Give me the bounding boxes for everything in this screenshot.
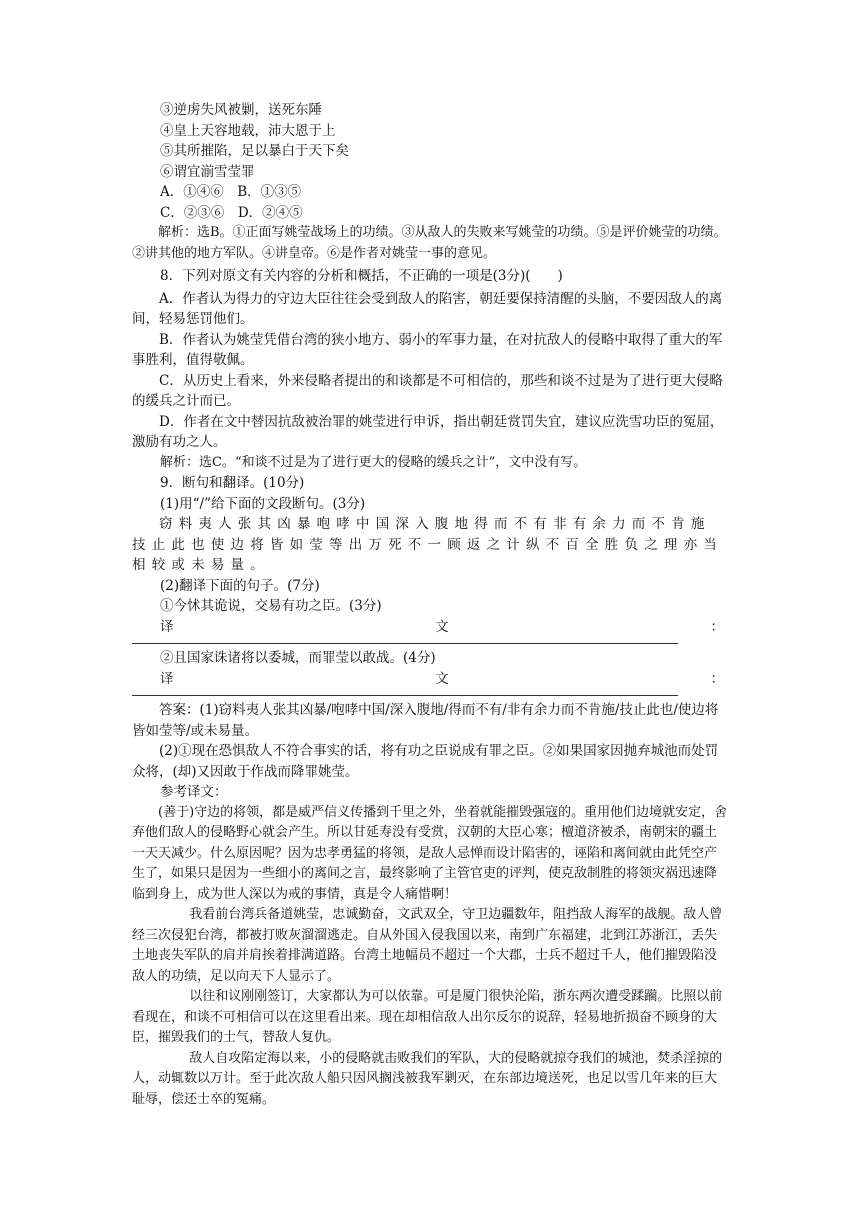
translation-label-left: 译 xyxy=(160,670,174,687)
q9-part2: (2)翻译下面的句子。(7分) xyxy=(160,577,320,594)
option-4: ④皇上天容地载，沛大恩于上 xyxy=(160,122,336,139)
q9-sentence-2: ②且国家诛诸将以委城，而罪莹以敢战。(4分) xyxy=(160,650,436,666)
translation-label-mid: 文 xyxy=(435,670,449,687)
choices-row-1: A．①④⑥ B．①③⑤ xyxy=(160,184,302,200)
translation-label-right: ： xyxy=(710,618,724,635)
translation-label-row-2 xyxy=(132,669,728,690)
q8-option-d: D．作者在文中替因抗敌被治罪的姚莹进行申诉，指出朝廷赏罚失宜，建议应洗雪功臣的冤屈，激励有功之人。 xyxy=(132,413,724,450)
answer-line-1[interactable] xyxy=(132,643,678,644)
reference-para-2: 我看前台湾兵备道姚莹，忠诚勤奋，文武双全，守卫边疆数年，阻挡敌人海军的战舰。敌人曾经三次侵犯台湾，都被打败灰溜溜逃走。自从外国入侵我国以来，南到广东福建，北到江苏浙江，丢失土地丧失军队的肩并肩挨着排满道路。台湾土地幅员不超过一个大郡，士兵不超过千人，他们摧毁陷没敌人的功绩，足以向天下人显示了。 xyxy=(132,907,723,984)
q8-option-b: B．作者认为姚莹凭借台湾的狭小地方、弱小的军事力量，在对抗敌人的侵略中取得了重大的军事胜利，值得敬佩。 xyxy=(132,331,723,368)
answer-line-2[interactable] xyxy=(132,695,678,696)
translation-label-left: 译 xyxy=(160,618,174,635)
answer-1: 答案：(1)窃料夷人张其凶暴/咆哮中国/深入腹地/得而不有/非有余力而不肯施/技止此也/使边将皆如莹等/或未易量。 xyxy=(132,702,719,739)
q8-analysis: 解析：选C。“和谈不过是为了进行更大的侵略的缓兵之计”，文中没有写。 xyxy=(160,454,587,470)
reference-para-1: (善于)守边的将领，都是威严信义传播到千里之外，坐着就能摧毁强寇的。重用他们边境就安定，舍弃他们敌人的侵略野心就会产生。所以甘延寿没有受赏，汉朝的大臣心寒；檀道济被杀，南朝宋的疆土一天天减少。什么原因呢？因为忠孝勇猛的将领，是敌人忌惮而设计陷害的，诬陷和离间就由此凭空产生了，如果只是因为一些细小的离间之言，最终影响了主管官吏的评判，使克敌制胜的将领灾祸迅速降临到身上，成为世人深以为戒的事情，真是令人痛惜啊！ xyxy=(132,804,728,902)
option-5: ⑤其所摧陷，足以暴白于天下矣 xyxy=(160,143,349,159)
q9-sentence-1: ①今怵其诡说，交易有功之臣。(3分) xyxy=(160,598,382,614)
q8-option-a: A．作者认为得力的守边大臣往往会受到敌人的陷害，朝廷要保持清醒的头脑，不要因敌人的离间，轻易惩罚他们。 xyxy=(132,290,723,327)
q8-option-c: C．从历史上看来，外来侵略者提出的和谈都是不可相信的，那些和谈不过是为了进行更大侵略的缓兵之计而已。 xyxy=(132,372,723,409)
option-3: ③逆虏失风被剿，送死东陲 xyxy=(160,102,322,118)
q9-part1: (1)用“/”给下面的文段断句。(3分) xyxy=(160,495,366,512)
q9-stem: 9．断句和翻译。(10分) xyxy=(160,475,305,491)
analysis-q7: 解析：选B。①正面写姚莹战场上的功绩。③从敌人的失败来写姚莹的功绩。⑤是评价姚莹的功绩。②讲其他的地方军队。④讲皇帝。⑥是作者对姚莹一事的意见。 xyxy=(132,225,727,261)
reference-para-3: 以往和议刚刚签订，大家都认为可以依靠。可是厦门很快沦陷，浙东两次遭受蹂躏。比照以前看现在，和谈不可相信可以在这里看出来。现在却相信敌人出尔反尔的说辞，轻易地折损奋不顾身的大臣，摧毁我们的士气，替敌人复仇。 xyxy=(132,989,723,1045)
q8-stem: 8．下列对原文有关内容的分析和概括，不正确的一项是(3分)( ) xyxy=(160,268,563,284)
translation-label-right: ： xyxy=(710,670,724,687)
reference-title: 参考译文： xyxy=(160,784,228,800)
answer-2: (2)①现在恐惧敌人不符合事实的话，将有功之臣说成有罪之臣。②如果国家因抛弃城池而处罚众将，(却)又因敢于作战而降罪姚莹。 xyxy=(132,743,719,780)
translation-label-mid: 文 xyxy=(435,618,449,635)
choices-row-2: C．②③⑥ D．②④⑤ xyxy=(160,204,303,221)
document-page xyxy=(132,100,728,1110)
reference-para-4: 敌人自攻陷定海以来，小的侵略就击败我们的军队，大的侵略就掠夺我们的城池，焚杀淫掠的人，动辄数以万计。至于此次敌人船只因风搁浅被我军剿灭，在东部边境送死，也足以雪几年来的巨大耻辱，偿还士卒的冤痛。 xyxy=(132,1050,723,1107)
option-6: ⑥谓宜湔雪莹罪 xyxy=(160,163,255,180)
translation-label-row-1 xyxy=(132,617,728,638)
q9-passage: 窃料夷人张其凶暴咆哮中国深入腹地得而不有非有余力而不肯施技止此也使边将皆如莹等出万死不一顾返之计纵不百全胜负之理亦当相较或未易量。 xyxy=(132,516,723,573)
